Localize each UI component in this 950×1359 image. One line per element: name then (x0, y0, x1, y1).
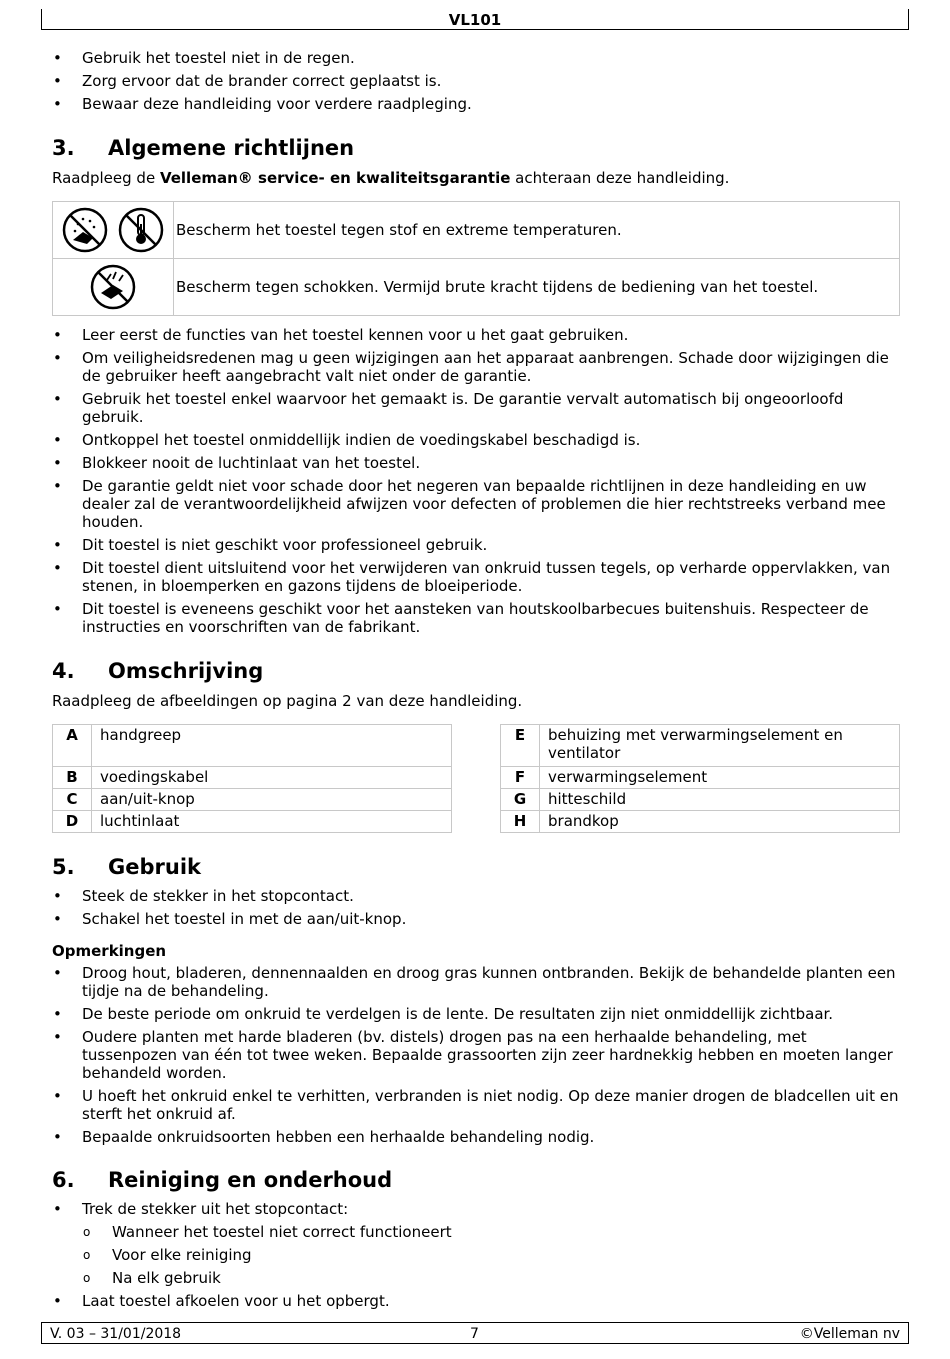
sub-list-item: o Voor elke reiniging (82, 1246, 900, 1264)
part-label: verwarmingselement (540, 767, 900, 789)
list-item: • U hoeft het onkruid enkel te verhitten, verbranden is niet nodig. Op deze manier drogen de bladcellen uit en sterft het onkruid af. (52, 1087, 900, 1123)
section-title: Omschrijving (108, 659, 264, 683)
footer-page-number: 7 (470, 1326, 479, 1342)
list-item: • Blokkeer nooit de luchtinlaat van het toestel. (52, 454, 900, 472)
intro-bullet-list (52, 49, 900, 113)
symbol-cell (53, 259, 174, 316)
section-5-heading (52, 855, 900, 879)
list-item: • Bewaar deze handleiding voor verdere raadpleging. (52, 95, 900, 113)
intro-text: achteraan deze handleiding. (510, 169, 730, 187)
table-row (501, 789, 900, 811)
part-key: D (53, 811, 92, 833)
no-dust-icon (61, 206, 109, 254)
list-item: • Bepaalde onkruidsoorten hebben een herhaalde behandeling nodig. (52, 1128, 900, 1146)
part-label: luchtinlaat (92, 811, 452, 833)
list-item: • Om veiligheidsredenen mag u geen wijzigingen aan het apparaat aanbrengen. Schade door wijzigingen die de gebruiker heeft aangebracht valt niet onder de garantie. (52, 349, 900, 385)
part-key: G (501, 789, 540, 811)
section-title: Reiniging en onderhoud (108, 1168, 393, 1192)
list-item: • Oudere planten met harde bladeren (bv. distels) drogen pas na een herhaalde behandeling, met tussenpozen van één tot twee weken. Bepaalde grassoorten zijn zeer hardnekkig hebben en moeten langer behandeld worden. (52, 1028, 900, 1082)
table-row (53, 767, 452, 789)
part-label: aan/uit-knop (92, 789, 452, 811)
table-row (501, 811, 900, 833)
part-label: behuizing met verwarmingselement en ventilator (540, 725, 900, 767)
footer-version: V. 03 – 31/01/2018 (50, 1326, 182, 1342)
list-item: • Gebruik het toestel enkel waarvoor het gemaakt is. De garantie vervalt automatisch bij ongeoorloofd gebruik. (52, 390, 900, 426)
table-row (53, 202, 900, 259)
symbol-text: Bescherm tegen schokken. Vermijd brute kracht tijdens de bediening van het toestel. (174, 259, 900, 316)
part-label: handgreep (92, 725, 452, 767)
no-shock-icon (89, 263, 137, 311)
guidelines-bullet-list (52, 326, 900, 636)
list-item: • Steek de stekker in het stopcontact. (52, 887, 900, 905)
parts-legend (52, 724, 900, 833)
list-item: • De garantie geldt niet voor schade door het negeren van bepaalde richtlijnen in deze handleiding en uw dealer zal de verantwoordelijkheid afwijzen voor defecten of problemen die hier rechtstreeks verband mee houden. (52, 477, 900, 531)
no-temperature-icon (117, 206, 165, 254)
section-title: Gebruik (108, 855, 201, 879)
part-key: E (501, 725, 540, 767)
table-row (53, 811, 452, 833)
section-number: 6. (52, 1168, 75, 1192)
table-row (501, 725, 900, 767)
notes-bullet-list (52, 964, 900, 1146)
part-label: hitteschild (540, 789, 900, 811)
list-item: • Schakel het toestel in met de aan/uit-knop. (52, 910, 900, 928)
part-key: A (53, 725, 92, 767)
warranty-reference: Velleman® service- en kwaliteitsgarantie (159, 169, 511, 187)
section-number: 4. (52, 659, 75, 683)
table-row (501, 767, 900, 789)
part-label: voedingskabel (92, 767, 452, 789)
list-item: • Laat toestel afkoelen voor u het opbergt. (52, 1292, 900, 1310)
sub-list-item: o Wanneer het toestel niet correct functioneert (82, 1223, 900, 1241)
list-item: • Dit toestel is niet geschikt voor professioneel gebruik. (52, 536, 900, 554)
maintenance-bullet-list (52, 1200, 900, 1310)
symbol-text: Bescherm het toestel tegen stof en extreme temperaturen. (174, 202, 900, 259)
page-footer (41, 1322, 909, 1344)
page-content (52, 49, 900, 1315)
notes-heading: Opmerkingen (52, 942, 167, 960)
section-4-intro: Raadpleeg de afbeeldingen op pagina 2 van deze handleiding. (52, 692, 523, 710)
section-4-heading (52, 659, 900, 683)
parts-table-left (52, 724, 452, 833)
symbol-cell (53, 202, 174, 259)
list-item: • Dit toestel dient uitsluitend voor het verwijderen van onkruid tussen tegels, op verharde oppervlakken, van stenen, in bloemperken en gazons tijdens de bloeiperiode. (52, 559, 900, 595)
section-3-heading (52, 136, 900, 160)
section-6-heading (52, 1168, 900, 1192)
footer-copyright: ©Velleman nv (799, 1326, 900, 1342)
section-3-intro (52, 169, 900, 187)
part-key: F (501, 767, 540, 789)
list-item: • Leer eerst de functies van het toestel kennen voor u het gaat gebruiken. (52, 326, 900, 344)
section-number: 5. (52, 855, 75, 879)
intro-text: Raadpleeg de (52, 169, 160, 187)
list-item: • Zorg ervoor dat de brander correct geplaatst is. (52, 72, 900, 90)
parts-table-right (500, 724, 900, 833)
list-item: • Ontkoppel het toestel onmiddellijk indien de voedingskabel beschadigd is. (52, 431, 900, 449)
list-item: • Droog hout, bladeren, dennennaalden en droog gras kunnen ontbranden. Bekijk de behandelde planten een tijdje na de behandeling. (52, 964, 900, 1000)
section-number: 3. (52, 136, 75, 160)
part-key: H (501, 811, 540, 833)
part-key: B (53, 767, 92, 789)
list-item-text: Trek de stekker uit het stopcontact: (82, 1200, 349, 1218)
usage-bullet-list (52, 887, 900, 928)
symbol-table (52, 201, 900, 316)
header-title: VL101 (448, 11, 502, 29)
sub-list-item: o Na elk gebruik (82, 1269, 900, 1287)
sub-list (82, 1223, 900, 1287)
list-item: • Gebruik het toestel niet in de regen. (52, 49, 900, 67)
part-key: C (53, 789, 92, 811)
list-item (52, 1200, 900, 1287)
list-item: • De beste periode om onkruid te verdelgen is de lente. De resultaten zijn niet onmiddellijk zichtbaar. (52, 1005, 900, 1023)
section-title: Algemene richtlijnen (108, 136, 355, 160)
table-row (53, 789, 452, 811)
page-header (41, 9, 909, 30)
table-row (53, 725, 452, 767)
part-label: brandkop (540, 811, 900, 833)
table-row (53, 259, 900, 316)
list-item: • Dit toestel is eveneens geschikt voor het aansteken van houtskoolbarbecues buitenshuis. Respecteer de instructies en voorschriften van de fabrikant. (52, 600, 900, 636)
